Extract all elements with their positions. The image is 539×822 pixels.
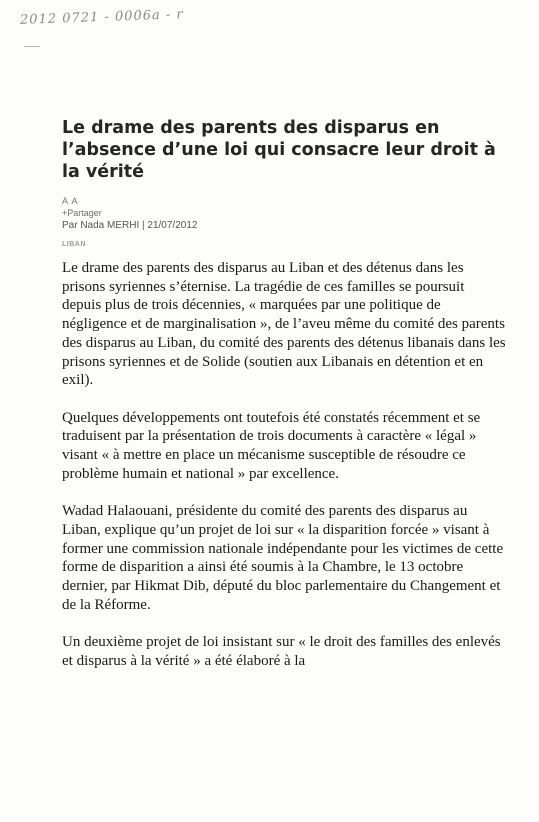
share-icon: + [62,208,68,218]
paragraph: Wadad Halaouani, présidente du comité des parents des disparus au Liban, explique qu’un projet de loi sur « la disparition forcée » visant à former une commission nationale indépendante pour les victimes de cette forme de disparition a ainsi été soumis à la Chambre, le 13 octobre dernier, par Hikmat Dib, député du bloc parlementaire du Changement et de la Réforme. [62,503,504,613]
section-tag: LIBAN [62,241,86,248]
pen-mark [24,46,40,47]
article-body [62,259,507,689]
share-row [62,208,102,218]
share-label: Partager [67,208,102,218]
font-size-tools: A A [62,196,79,206]
article-headline: Le drame des parents des disparus en l’absence d’une loi qui consacre leur droit à la vérité [62,118,496,182]
paragraph: Le drame des parents des disparus au Liban et des détenus dans les prisons syriennes s’éternise. La tragédie de ces familles se poursuit depuis plus de trois décennies, « marquées par une politique de négligence et de marginalisation », de l’aveu même du comité des parents des disparus au Liban, du comité des parents des détenus libanais dans les prisons syriennes et de Solide (soutien aux Libanais en détention et en exil). [62,260,506,389]
handwritten-archive-note: 2012 0721 - 0006a - r [19,7,184,28]
paragraph: Un deuxième projet de loi insistant sur « le droit des familles des enlevés et disparus à la vérité » a été élaboré à la [62,634,501,669]
byline: Par Nada MERHI | 21/07/2012 [62,220,198,231]
paragraph: Quelques développements ont toutefois été constatés récemment et se traduisent par la présentation de trois documents à caractère « légal » visant « à mettre en place un mécanisme susceptible de résoudre ce problème humain et national » par excellence. [62,409,481,482]
